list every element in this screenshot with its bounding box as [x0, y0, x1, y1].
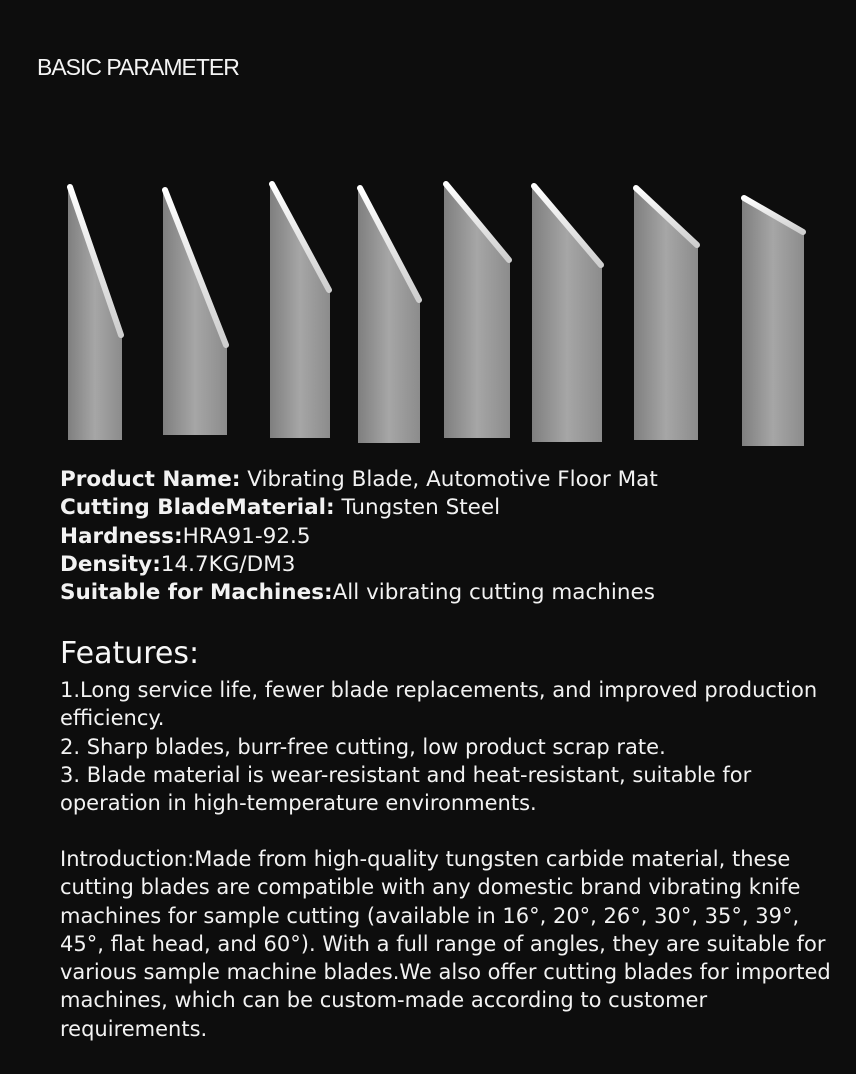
- section-title: BASIC PARAMETER: [37, 54, 239, 80]
- spec-hardness: Hardness:HRA91-92.5: [60, 523, 311, 549]
- spec-density: Density:14.7KG/DM3: [60, 551, 296, 577]
- spec-product-name: Product Name: Vibrating Blade, Automotive Floor Mat: [60, 467, 658, 492]
- spec-list: [60, 466, 658, 607]
- blade-3: [270, 182, 330, 438]
- blade-8: [742, 196, 804, 446]
- blade-4: [358, 186, 420, 443]
- features-title: Features:: [60, 636, 200, 671]
- feature-item: 2. Sharp blades, burr-free cutting, low product scrap rate.: [60, 734, 666, 759]
- feature-item: 1.Long service life, fewer blade replacements, and improved production efficiency.: [60, 678, 818, 731]
- blade-2: [163, 188, 227, 435]
- spec-material: Cutting BladeMaterial: Tungsten Steel: [60, 495, 501, 521]
- introduction-text: Introduction:Made from high-quality tungsten carbide material, these cutting blades are compatible with any domestic brand vibrating knife machines for sample cutting (available in 16°, 20°, 26°, 30°, 35°, 39°, 45°, flat head, and 60°). With a full range of angles, they are suitable for various sample machine blades.We also offer cutting blades for imported machines, which can be custom-made according to customer requirements.: [60, 847, 831, 1041]
- blade-7: [634, 186, 698, 440]
- features-list: [60, 676, 840, 817]
- feature-item: 3. Blade material is wear-resistant and heat-resistant, suitable for operation in high-temperature environments.: [60, 762, 752, 816]
- blades-photo: [0, 170, 856, 460]
- spec-machines: Suitable for Machines:All vibrating cutting machines: [60, 580, 655, 606]
